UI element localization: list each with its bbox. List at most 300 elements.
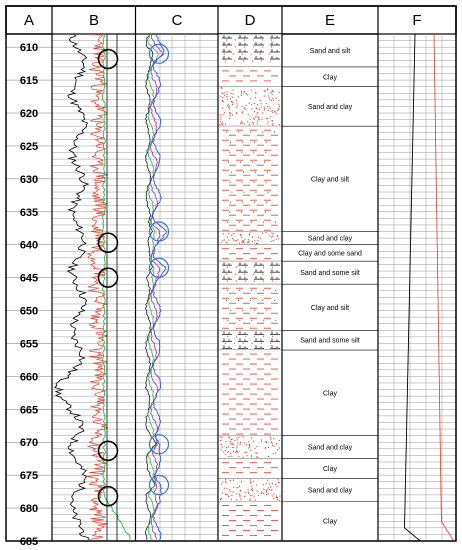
- sand-dot: [253, 441, 254, 442]
- sand-dot: [254, 267, 255, 268]
- lithology-unit: [218, 459, 282, 479]
- lithology-label: Clay and silt: [310, 176, 350, 184]
- sand-dot: [229, 106, 230, 107]
- sand-dot: [228, 451, 229, 452]
- blue-circle-marker: [150, 476, 169, 495]
- sand-dot: [242, 123, 243, 124]
- silt-dot: [274, 132, 275, 133]
- sand-dot: [244, 239, 245, 240]
- sand-dot: [270, 60, 271, 61]
- silt-dot: [242, 202, 243, 203]
- sand-dot: [253, 123, 254, 124]
- sand-dot: [226, 96, 227, 97]
- sand-dot: [235, 274, 236, 275]
- col-header-a: A: [23, 12, 35, 29]
- sand-dot: [245, 281, 246, 282]
- sand-dot: [260, 53, 261, 54]
- sand-dot: [239, 494, 240, 495]
- sand-dot: [244, 91, 245, 92]
- sand-dot: [230, 480, 231, 481]
- sand-dot: [241, 121, 242, 122]
- sand-dot: [260, 107, 261, 108]
- sand-dot: [221, 242, 222, 243]
- sand-dot: [236, 499, 237, 500]
- sand-dot: [276, 443, 277, 444]
- sand-dot: [226, 94, 227, 95]
- silt-dot: [255, 192, 256, 193]
- silt-dot: [265, 212, 266, 213]
- sand-dot: [248, 447, 249, 448]
- sand-dot: [222, 481, 223, 482]
- sand-dot: [250, 500, 251, 501]
- sand-dot: [272, 236, 273, 237]
- sand-dot: [250, 119, 251, 120]
- sand-dot: [272, 110, 273, 111]
- sand-dot: [268, 447, 269, 448]
- sand-dot: [242, 457, 243, 458]
- sand-dot: [237, 442, 238, 443]
- sand-dot: [223, 451, 224, 452]
- sand-dot: [224, 92, 225, 93]
- sand-dot: [279, 92, 280, 93]
- sand-dot: [279, 124, 280, 125]
- sand-dot: [226, 91, 227, 92]
- lithology-label: Clay and some sand: [298, 250, 362, 258]
- sand-dot: [239, 444, 240, 445]
- sand-dot: [242, 53, 243, 54]
- sand-dot: [231, 101, 232, 102]
- sand-dot: [222, 100, 223, 101]
- sand-dot: [257, 112, 258, 113]
- sand-dot: [271, 100, 272, 101]
- sand-dot: [246, 444, 247, 445]
- sand-dot: [262, 233, 263, 234]
- sand-dot: [254, 111, 255, 112]
- sand-dot: [252, 122, 253, 123]
- lithology-column: [218, 34, 378, 541]
- sand-dot: [229, 109, 230, 110]
- sand-dot: [269, 235, 270, 236]
- black-circle-marker: [99, 441, 118, 460]
- sand-dot: [222, 124, 223, 125]
- sand-dot: [249, 232, 250, 233]
- depth-label: 610: [19, 42, 39, 55]
- sand-dot: [236, 437, 237, 438]
- sand-dot: [232, 97, 233, 98]
- lithology-label: Sand and clay: [307, 103, 353, 111]
- sand-dot: [244, 123, 245, 124]
- sand-dot: [225, 123, 226, 124]
- sand-dot: [277, 449, 278, 450]
- sand-dot: [254, 103, 255, 104]
- sand-dot: [220, 119, 221, 120]
- sand-dot: [234, 440, 235, 441]
- silt-dot: [263, 320, 264, 321]
- sand-dot: [266, 491, 267, 492]
- sand-dot: [273, 240, 274, 241]
- sand-dot: [222, 122, 223, 123]
- sand-dot: [242, 436, 243, 437]
- sand-dot: [256, 446, 257, 447]
- sand-dot: [237, 105, 238, 106]
- sand-dot: [231, 442, 232, 443]
- sand-dot: [253, 46, 254, 47]
- sand-dot: [222, 114, 223, 115]
- sand-dot: [267, 480, 268, 481]
- log-track-c: [145, 34, 166, 540]
- sand-dot: [256, 453, 257, 454]
- sand-dot: [266, 118, 267, 119]
- sand-dot: [220, 124, 221, 125]
- silt-dot: [239, 290, 240, 291]
- silt-dot: [265, 152, 266, 153]
- sand-dot: [263, 493, 264, 494]
- sand-dot: [236, 281, 237, 282]
- sand-dot: [239, 486, 240, 487]
- sand-dot: [271, 237, 272, 238]
- sand-dot: [259, 119, 260, 120]
- silt-dot: [263, 290, 264, 291]
- sand-dot: [230, 443, 231, 444]
- silt-dot: [242, 310, 243, 311]
- sand-dot: [270, 343, 271, 344]
- sand-dot: [272, 112, 273, 113]
- sand-dot: [226, 274, 227, 275]
- sand-dot: [267, 89, 268, 90]
- sand-dot: [238, 96, 239, 97]
- sand-dot: [255, 92, 256, 93]
- sand-dot: [230, 453, 231, 454]
- depth-label: 620: [19, 108, 39, 121]
- silt-dot: [229, 212, 230, 213]
- sand-dot: [254, 496, 255, 497]
- sand-dot: [227, 267, 228, 268]
- sand-dot: [270, 439, 271, 440]
- sand-dot: [227, 336, 228, 337]
- silt-dot: [230, 182, 231, 183]
- sand-dot: [228, 104, 229, 105]
- sand-dot: [225, 494, 226, 495]
- sand-dot: [221, 498, 222, 499]
- sand-dot: [242, 242, 243, 243]
- sand-dot: [267, 489, 268, 490]
- sand-dot: [272, 94, 273, 95]
- sand-dot: [274, 446, 275, 447]
- sand-dot: [233, 451, 234, 452]
- sand-dot: [261, 343, 262, 344]
- sand-dot: [223, 101, 224, 102]
- silt-dot: [264, 162, 265, 163]
- sand-dot: [262, 112, 263, 113]
- silt-dot: [254, 202, 255, 203]
- sand-dot: [225, 454, 226, 455]
- sand-dot: [240, 490, 241, 491]
- silt-dot: [267, 192, 268, 193]
- sand-dot: [270, 92, 271, 93]
- sand-dot: [247, 242, 248, 243]
- sand-dot: [256, 456, 257, 457]
- sand-dot: [272, 483, 273, 484]
- sand-dot: [268, 456, 269, 457]
- sand-dot: [251, 455, 252, 456]
- sand-dot: [251, 109, 252, 110]
- sand-dot: [237, 103, 238, 104]
- curve-c: [150, 34, 162, 540]
- sand-dot: [222, 107, 223, 108]
- sand-dot: [257, 123, 258, 124]
- depth-scale: [6, 42, 52, 548]
- sand-dot: [270, 487, 271, 488]
- sand-dot: [224, 239, 225, 240]
- sand-dot: [257, 121, 258, 122]
- sand-dot: [265, 441, 266, 442]
- curve-black-b: [55, 34, 89, 540]
- silt-dot: [262, 132, 263, 133]
- sand-dot: [228, 456, 229, 457]
- col-header-d: D: [244, 12, 256, 29]
- sand-dot: [234, 60, 235, 61]
- sand-dot: [265, 91, 266, 92]
- sand-dot: [235, 46, 236, 47]
- col-header-f: F: [412, 12, 422, 29]
- sand-dot: [224, 488, 225, 489]
- sand-dot: [223, 233, 224, 234]
- sand-dot: [279, 500, 280, 501]
- sand-dot: [225, 441, 226, 442]
- lithology-label: Clay: [322, 74, 338, 82]
- sand-dot: [245, 267, 246, 268]
- sand-dot: [233, 239, 234, 240]
- sand-dot: [265, 447, 266, 448]
- sand-dot: [231, 456, 232, 457]
- sand-dot: [252, 237, 253, 238]
- sand-dot: [246, 93, 247, 94]
- sand-dot: [229, 118, 230, 119]
- sand-dot: [227, 105, 228, 106]
- sand-dot: [222, 447, 223, 448]
- sand-dot: [278, 479, 279, 480]
- sand-dot: [255, 116, 256, 117]
- sand-dot: [257, 457, 258, 458]
- sand-dot: [250, 450, 251, 451]
- sand-dot: [226, 447, 227, 448]
- sand-dot: [228, 107, 229, 108]
- sand-dot: [241, 91, 242, 92]
- sand-dot: [278, 238, 279, 239]
- sand-dot: [242, 111, 243, 112]
- sand-dot: [225, 481, 226, 482]
- lithology-label: Clay: [322, 518, 338, 526]
- sand-dot: [277, 110, 278, 111]
- sand-dot: [237, 439, 238, 440]
- col-header-e: E: [324, 12, 336, 29]
- sand-dot: [251, 104, 252, 105]
- sand-dot: [249, 240, 250, 241]
- silt-dot: [230, 310, 231, 311]
- sand-dot: [229, 438, 230, 439]
- sand-dot: [261, 441, 262, 442]
- sand-dot: [271, 241, 272, 242]
- sand-dot: [229, 489, 230, 490]
- sand-dot: [227, 488, 228, 489]
- sand-dot: [266, 442, 267, 443]
- sand-dot: [278, 104, 279, 105]
- silt-dot: [266, 182, 267, 183]
- sand-dot: [255, 500, 256, 501]
- sand-dot: [222, 93, 223, 94]
- sand-dot: [250, 495, 251, 496]
- sand-dot: [249, 234, 250, 235]
- sand-dot: [262, 274, 263, 275]
- sand-dot: [276, 98, 277, 99]
- depth-label: 670: [19, 437, 39, 450]
- sand-dot: [256, 108, 257, 109]
- silt-dot: [254, 182, 255, 183]
- sand-dot: [263, 281, 264, 282]
- sand-dot: [271, 111, 272, 112]
- sand-dot: [237, 487, 238, 488]
- sand-dot: [243, 241, 244, 242]
- lithology-label: Sand and silt: [309, 47, 351, 55]
- lithology-label: Sand and clay: [307, 444, 353, 452]
- sand-dot: [232, 444, 233, 445]
- sand-dot: [245, 336, 246, 337]
- sand-dot: [273, 453, 274, 454]
- sand-dot: [230, 441, 231, 442]
- sand-dot: [220, 436, 221, 437]
- sand-dot: [233, 480, 234, 481]
- sand-dot: [244, 107, 245, 108]
- sand-dot: [252, 343, 253, 344]
- sand-dot: [267, 121, 268, 122]
- sand-dot: [238, 456, 239, 457]
- sand-dot: [247, 455, 248, 456]
- sand-dot: [272, 281, 273, 282]
- depth-label: 680: [19, 503, 39, 516]
- sand-dot: [277, 236, 278, 237]
- sand-dot: [253, 274, 254, 275]
- sand-dot: [262, 46, 263, 47]
- sand-dot: [252, 488, 253, 489]
- sand-dot: [258, 237, 259, 238]
- sand-dot: [238, 437, 239, 438]
- curve-black-f: [405, 34, 421, 541]
- sand-dot: [267, 123, 268, 124]
- sand-dot: [245, 105, 246, 106]
- sand-dot: [264, 95, 265, 96]
- sand-dot: [233, 487, 234, 488]
- sand-dot: [245, 109, 246, 110]
- sand-dot: [249, 124, 250, 125]
- silt-dot: [275, 222, 276, 223]
- silt-dot: [275, 290, 276, 291]
- sand-dot: [269, 108, 270, 109]
- sand-dot: [232, 447, 233, 448]
- sand-dot: [230, 113, 231, 114]
- sand-dot: [244, 452, 245, 453]
- lithology-label: Sand and clay: [307, 487, 353, 495]
- sand-dot: [266, 483, 267, 484]
- sand-dot: [275, 484, 276, 485]
- sand-dot: [258, 495, 259, 496]
- sand-dot: [244, 496, 245, 497]
- lithology-label: Sand and some silt: [300, 270, 360, 278]
- sand-dot: [220, 499, 221, 500]
- sand-dot: [260, 100, 261, 101]
- silt-dot: [238, 300, 239, 301]
- sand-dot: [261, 60, 262, 61]
- sand-dot: [233, 233, 234, 234]
- sand-dot: [247, 94, 248, 95]
- sand-dot: [253, 118, 254, 119]
- sand-dot: [279, 106, 280, 107]
- sand-dot: [225, 479, 226, 480]
- sand-dot: [230, 98, 231, 99]
- sand-dot: [248, 493, 249, 494]
- sand-dot: [274, 111, 275, 112]
- silt-dot: [230, 202, 231, 203]
- sand-dot: [257, 104, 258, 105]
- sand-dot: [235, 39, 236, 40]
- sand-dot: [271, 489, 272, 490]
- sand-dot: [251, 489, 252, 490]
- sand-dot: [244, 274, 245, 275]
- sand-dot: [222, 493, 223, 494]
- sand-dot: [254, 336, 255, 337]
- sand-dot: [272, 98, 273, 99]
- sand-dot: [279, 440, 280, 441]
- sand-dot: [236, 445, 237, 446]
- silt-dot: [267, 172, 268, 173]
- sand-dot: [249, 445, 250, 446]
- sand-dot: [236, 113, 237, 114]
- sand-dot: [267, 106, 268, 107]
- silt-dot: [255, 172, 256, 173]
- sand-dot: [253, 39, 254, 40]
- sand-dot: [227, 281, 228, 282]
- silt-dot: [229, 152, 230, 153]
- sand-dot: [236, 107, 237, 108]
- sand-dot: [227, 494, 228, 495]
- sand-dot: [255, 97, 256, 98]
- sand-dot: [221, 444, 222, 445]
- silt-dot: [226, 132, 227, 133]
- sand-dot: [227, 99, 228, 100]
- sand-dot: [273, 498, 274, 499]
- sand-dot: [263, 336, 264, 337]
- sand-dot: [232, 439, 233, 440]
- silt-dot: [231, 172, 232, 173]
- sand-dot: [232, 104, 233, 105]
- sand-dot: [268, 487, 269, 488]
- lithology-unit: [218, 34, 282, 67]
- sand-dot: [272, 495, 273, 496]
- sand-dot: [219, 114, 220, 115]
- sand-dot: [261, 119, 262, 120]
- sand-dot: [226, 482, 227, 483]
- silt-dot: [251, 290, 252, 291]
- sand-dot: [260, 238, 261, 239]
- sand-dot: [220, 440, 221, 441]
- sand-dot: [240, 123, 241, 124]
- sand-dot: [220, 96, 221, 97]
- sand-dot: [275, 453, 276, 454]
- sand-dot: [241, 237, 242, 238]
- silt-dot: [238, 132, 239, 133]
- sand-dot: [244, 39, 245, 40]
- silt-dot: [243, 192, 244, 193]
- sand-dot: [246, 452, 247, 453]
